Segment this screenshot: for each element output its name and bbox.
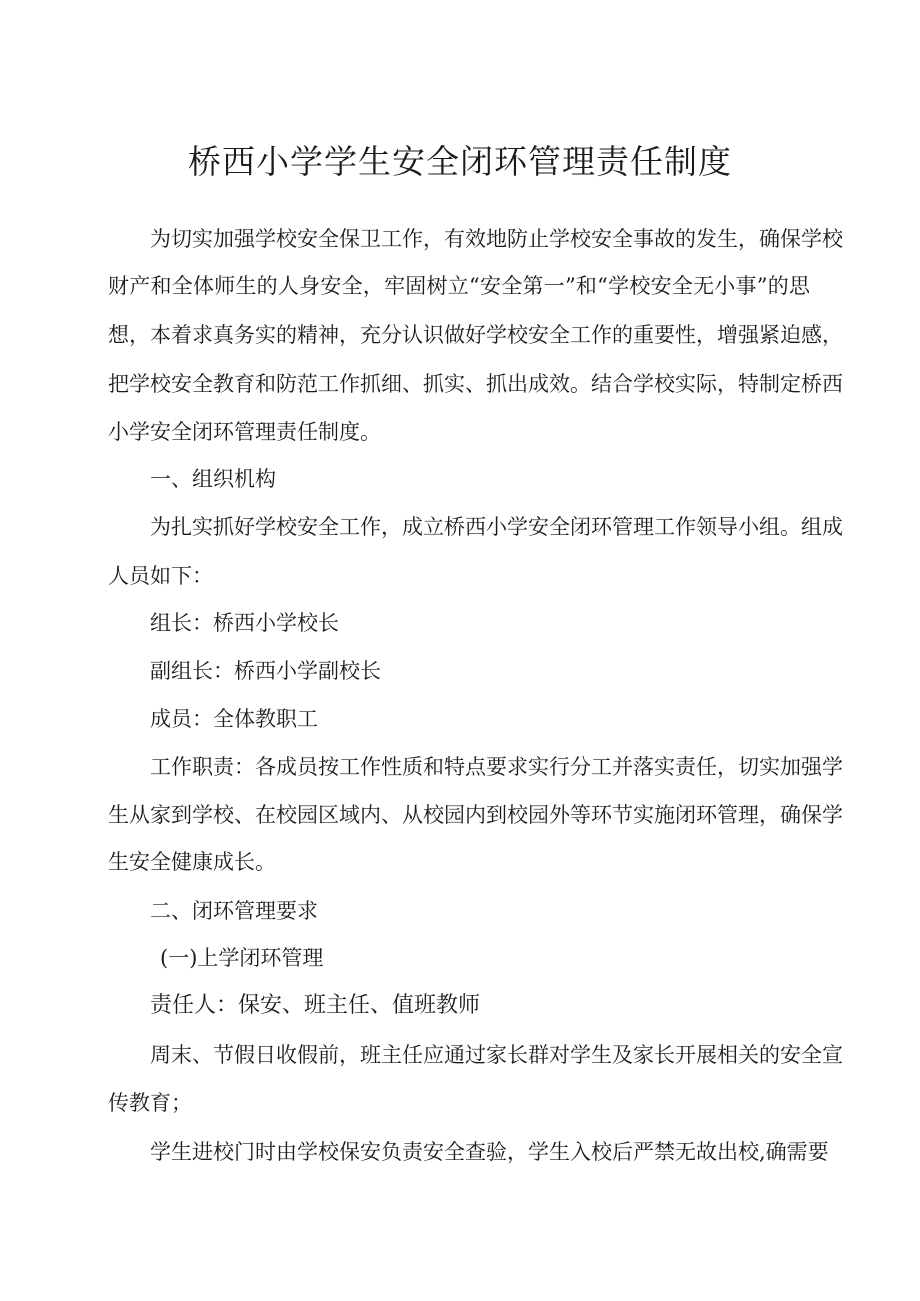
duties-line-1: 工作职责：各成员按工作性质和特点要求实行分工并落实责任，切实加强学 [150, 755, 843, 779]
item2-line-1: 学生进校门时由学校保安负责安全查验，学生入校后严禁无故出校,确需要 [150, 1140, 829, 1164]
deputy-leader-line: 副组长：桥西小学副校长 [150, 659, 381, 683]
leader-line: 组长：桥西小学校长 [150, 611, 339, 635]
section1-heading: 一、组织机构 [150, 467, 276, 491]
intro-line-3: 想，本着求真务实的精神，充分认识做好学校安全工作的重要性，增强紧迫感， [108, 323, 843, 347]
members-line: 成员：全体教职工 [150, 707, 318, 731]
document-title: 桥西小学学生安全闭环管理责任制度 [188, 142, 732, 181]
section2-heading: 二、闭环管理要求 [150, 899, 318, 923]
subsection-heading: (一)上学闭环管理 [160, 946, 324, 970]
intro-line-5: 小学安全闭环管理责任制度。 [108, 420, 381, 444]
section1-para-line-1: 为扎实抓好学校安全工作，成立桥西小学安全闭环管理工作领导小组。组成 [150, 515, 843, 539]
intro-line-2: 财产和全体师生的人身安全，牢固树立“安全第一”和“学校安全无小事”的思 [108, 274, 810, 298]
duties-line-3: 生安全健康成长。 [108, 850, 276, 874]
item1-line-1: 周末、节假日收假前，班主任应通过家长群对学生及家长开展相关的安全宣 [150, 1043, 843, 1067]
section1-para-line-2: 人员如下： [108, 564, 213, 588]
item1-line-2: 传教育； [108, 1091, 192, 1115]
intro-line-4: 把学校安全教育和防范工作抓细、抓实、抓出成效。结合学校实际，特制定桥西 [108, 372, 843, 396]
responsible-persons-line: 责任人：保安、班主任、值班教师 [150, 993, 481, 1018]
duties-line-2: 生从家到学校、在校园区域内、从校园内到校园外等环节实施闭环管理，确保学 [108, 803, 843, 827]
intro-line-1: 为切实加强学校安全保卫工作，有效地防止学校安全事故的发生，确保学校 [150, 227, 843, 251]
